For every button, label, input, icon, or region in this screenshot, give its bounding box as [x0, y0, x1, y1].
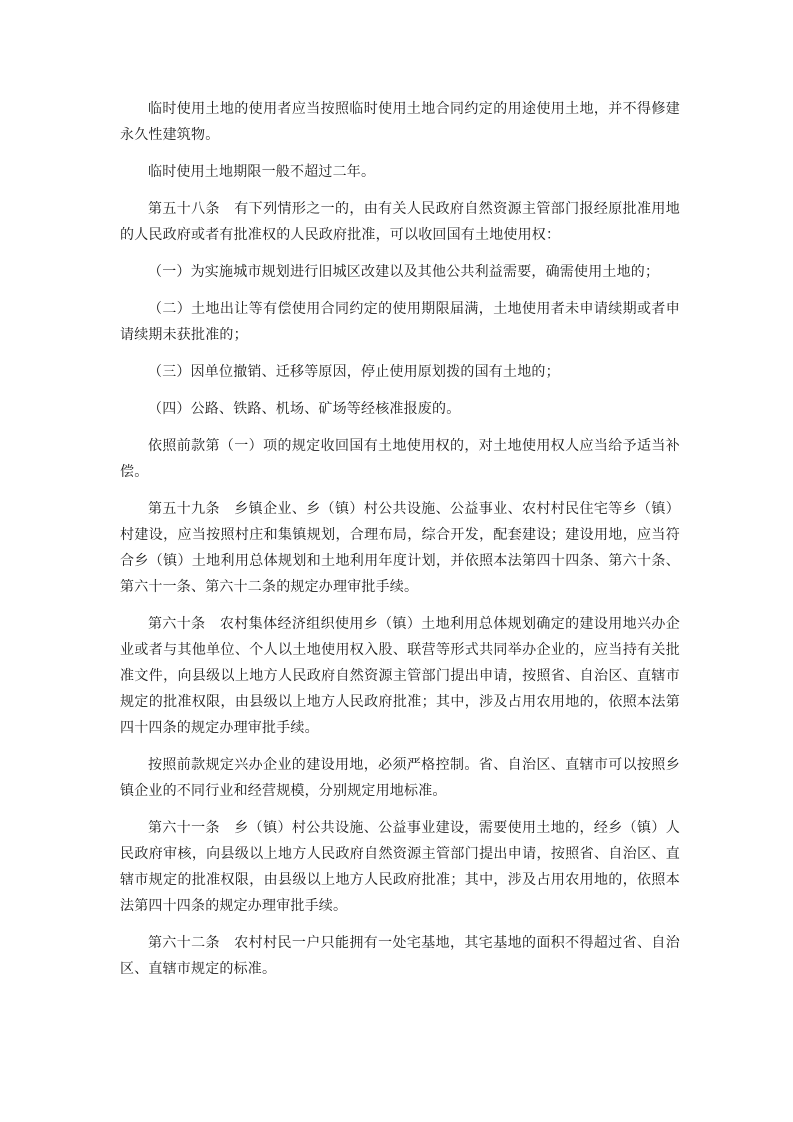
article-58-compensation: 依照前款第（一）项的规定收回国有土地使用权的，对土地使用权人应当给予适当补偿。 [120, 438, 680, 480]
document-page [120, 96, 680, 993]
article-58: 第五十八条 有下列情形之一的，由有关人民政府自然资源主管部门报经原批准用地的人民政府或者有批准权的人民政府批准，可以收回国有土地使用权： [120, 201, 680, 243]
article-60-control: 按照前款规定兴办企业的建设用地，必须严格控制。省、自治区、直辖市可以按照乡镇企业的不同行业和经营规模，分别规定用地标准。 [120, 757, 680, 799]
article-58-item-3: （三）因单位撤销、迁移等原因，停止使用原划拨的国有土地的； [148, 364, 560, 380]
article-58-item-4: （四）公路、铁路、机场、矿场等经核准报废的。 [148, 401, 461, 417]
article-61: 第六十一条 乡（镇）村公共设施、公益事业建设，需要使用土地的，经乡（镇）人民政府审核，向县级以上地方人民政府自然资源主管部门提出申请，按照省、自治区、直辖市规定的批准权限，由县级以上地方人民政府批准；其中，涉及占用农用地的，依照本法第四十四条的规定办理审批手续。 [120, 820, 680, 914]
article-60: 第六十条 农村集体经济组织使用乡（镇）土地利用总体规划确定的建设用地兴办企业或者与其他单位、个人以土地使用权入股、联营等形式共同举办企业的，应当持有关批准文件，向县级以上地方人民政府自然资源主管部门提出申请，按照省、自治区、直辖市规定的批准权限，由县级以上地方人民政府批准；其中，涉及占用农用地的，依照本法第四十四条的规定办理审批手续。 [120, 616, 680, 736]
article-59: 第五十九条 乡镇企业、乡（镇）村公共设施、公益事业、农村村民住宅等乡（镇）村建设，应当按照村庄和集镇规划，合理布局，综合开发，配套建设；建设用地，应当符合乡（镇）土地利用总体规划和土地利用年度计划，并依照本法第四十四条、第六十条、第六十一条、第六十二条的规定办理审批手续。 [120, 501, 680, 595]
paragraph-temporary-use-purpose: 临时使用土地的使用者应当按照临时使用土地合同约定的用途使用土地，并不得修建永久性建筑物。 [120, 101, 680, 143]
paragraph-temporary-use-term: 临时使用土地期限一般不超过二年。 [148, 164, 376, 180]
article-62: 第六十二条 农村村民一户只能拥有一处宅基地，其宅基地的面积不得超过省、自治区、直辖市规定的标准。 [120, 935, 680, 977]
article-58-item-2: （二）土地出让等有偿使用合同约定的使用期限届满，土地使用者未申请续期或者申请续期未获批准的； [120, 301, 680, 343]
article-58-item-1: （一）为实施城市规划进行旧城区改建以及其他公共利益需要，确需使用土地的； [148, 264, 660, 280]
